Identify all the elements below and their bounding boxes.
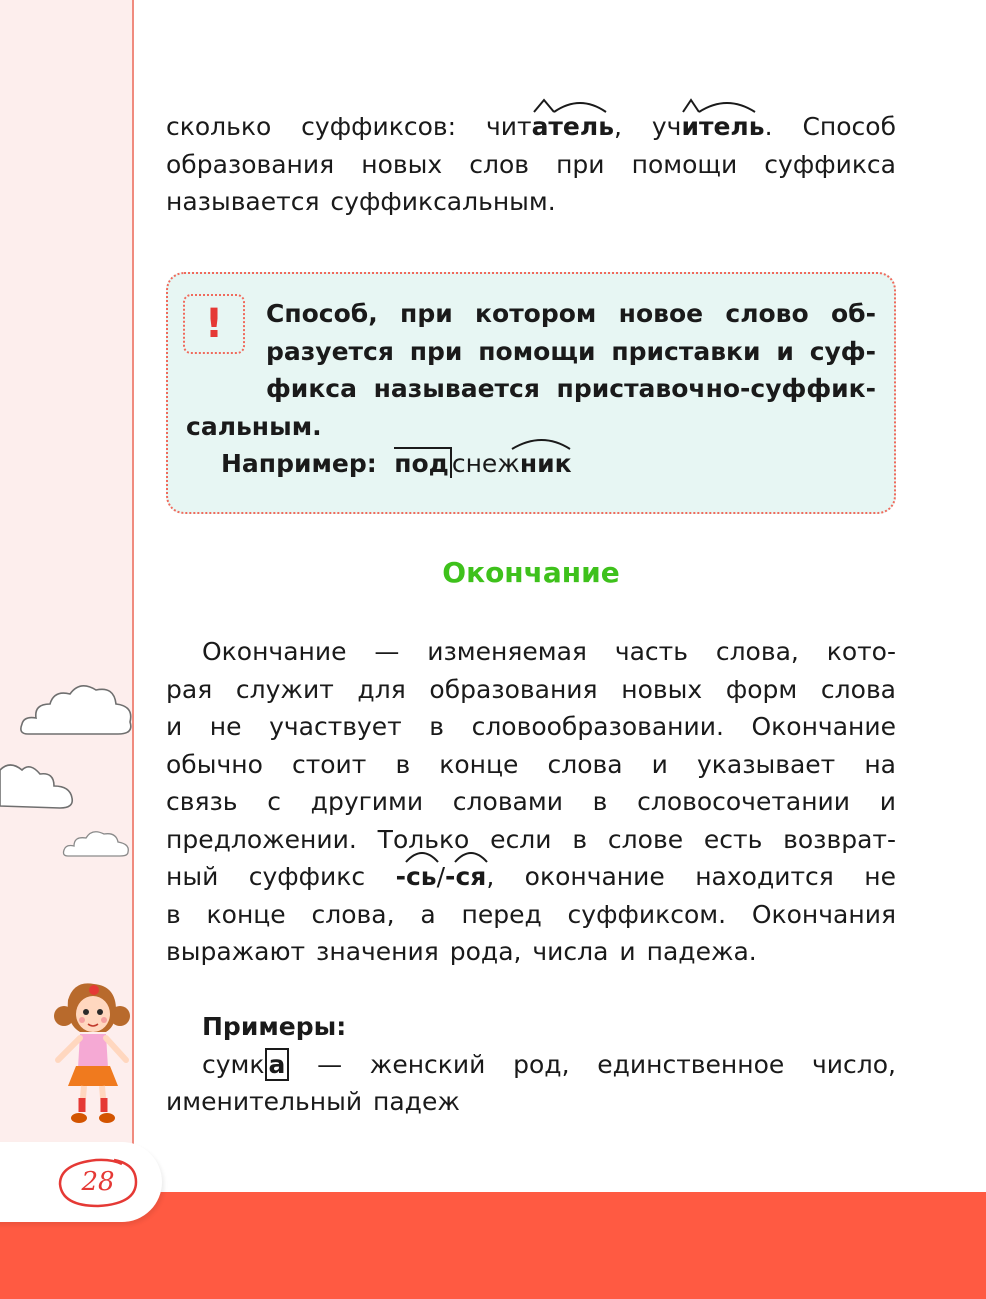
section-title: Окончание [442, 556, 620, 589]
ending-box: а [265, 1048, 290, 1081]
word-uchitel [652, 112, 765, 141]
page-number-badge [56, 1154, 140, 1210]
paragraph-text: , окончание находится не [486, 862, 896, 891]
rule-line-4: сальным. [186, 411, 322, 441]
paragraph-line: Окончание — изменяемая часть слова, кото- [202, 637, 896, 666]
intro-text: . Способ [764, 112, 896, 141]
suffix-morpheme [520, 449, 572, 478]
examples-block [166, 1008, 896, 1121]
example-line-1 [166, 1046, 896, 1084]
examples-label: Примеры: [202, 1012, 347, 1041]
rule-line-1: Способ, при котором новое слово об- [266, 299, 876, 328]
intro-line-3: называется суффиксальным. [166, 187, 556, 216]
word-chitatel [486, 112, 614, 141]
suffix-arc-icon [406, 848, 440, 864]
intro-paragraph [166, 108, 896, 221]
rule-line-2: разуется при помощи приставки и суф- [266, 336, 876, 366]
cloud-icon [0, 756, 76, 818]
word-root: снеж [451, 449, 520, 478]
suffix-text: ся [455, 862, 487, 891]
paragraph-line: выражают значения рода, числа и падежа. [166, 937, 757, 966]
suffix-morpheme [406, 862, 437, 891]
dash: - [395, 862, 406, 891]
paragraph-line: в конце слова, а перед суффиксом. Окончания [166, 899, 896, 929]
word-root: чит [485, 112, 532, 141]
page-number: 28 [81, 1167, 115, 1197]
girl-illustration [46, 980, 136, 1125]
cloud-icon [62, 824, 132, 862]
rule-line-3: фикса называется приставочно-суффик- [266, 374, 876, 403]
intro-line-2: образования новых слов при помощи суффикса [166, 149, 896, 179]
paragraph-line: связь с другими словами в словосочетании и [166, 787, 896, 816]
suffix-morpheme [681, 112, 764, 141]
prefix-morpheme: под [394, 447, 452, 478]
intro-text: сколько суффиксов: [166, 112, 457, 141]
word-root: уч [651, 112, 682, 141]
word-stem: сумк [202, 1049, 265, 1079]
dash: - [445, 862, 456, 891]
suffix-arc-icon [520, 435, 572, 451]
example-line-2: именительный падеж [166, 1087, 460, 1116]
paragraph-line [166, 858, 896, 896]
suffix-text: ник [519, 449, 572, 478]
word-podsnezhnik [394, 447, 571, 478]
paragraph-line: предложении. Только если в слове есть возврат- [166, 824, 896, 854]
ending-paragraph [166, 633, 896, 971]
cloud-icon [18, 676, 136, 746]
paragraph-text: ный суффикс [166, 862, 366, 891]
suffix-text: атель [531, 112, 614, 141]
comma: , [614, 112, 622, 141]
suffix-arc-icon [532, 98, 608, 114]
suffix-text: итель [681, 112, 765, 141]
suffix-text: сь [405, 862, 437, 891]
paragraph-line: и не участвует в словообразовании. Окончание [166, 712, 896, 741]
paragraph-line: рая служит для образования новых форм слова [166, 674, 896, 704]
suffix-arc-icon [455, 848, 489, 864]
suffix-morpheme [455, 862, 486, 891]
suffix-morpheme [532, 112, 614, 141]
suffix-arc-icon [681, 98, 757, 114]
intro-line-1 [166, 108, 896, 146]
example-text: — женский род, единственное число, [289, 1049, 896, 1079]
slash: / [436, 862, 446, 891]
rule-example [186, 445, 876, 483]
exclamation-icon: ! [183, 294, 245, 354]
rule-text [186, 295, 876, 483]
paragraph-line: обычно стоит в конце слова и указывает на [166, 749, 896, 779]
example-label: Например: [221, 449, 377, 478]
